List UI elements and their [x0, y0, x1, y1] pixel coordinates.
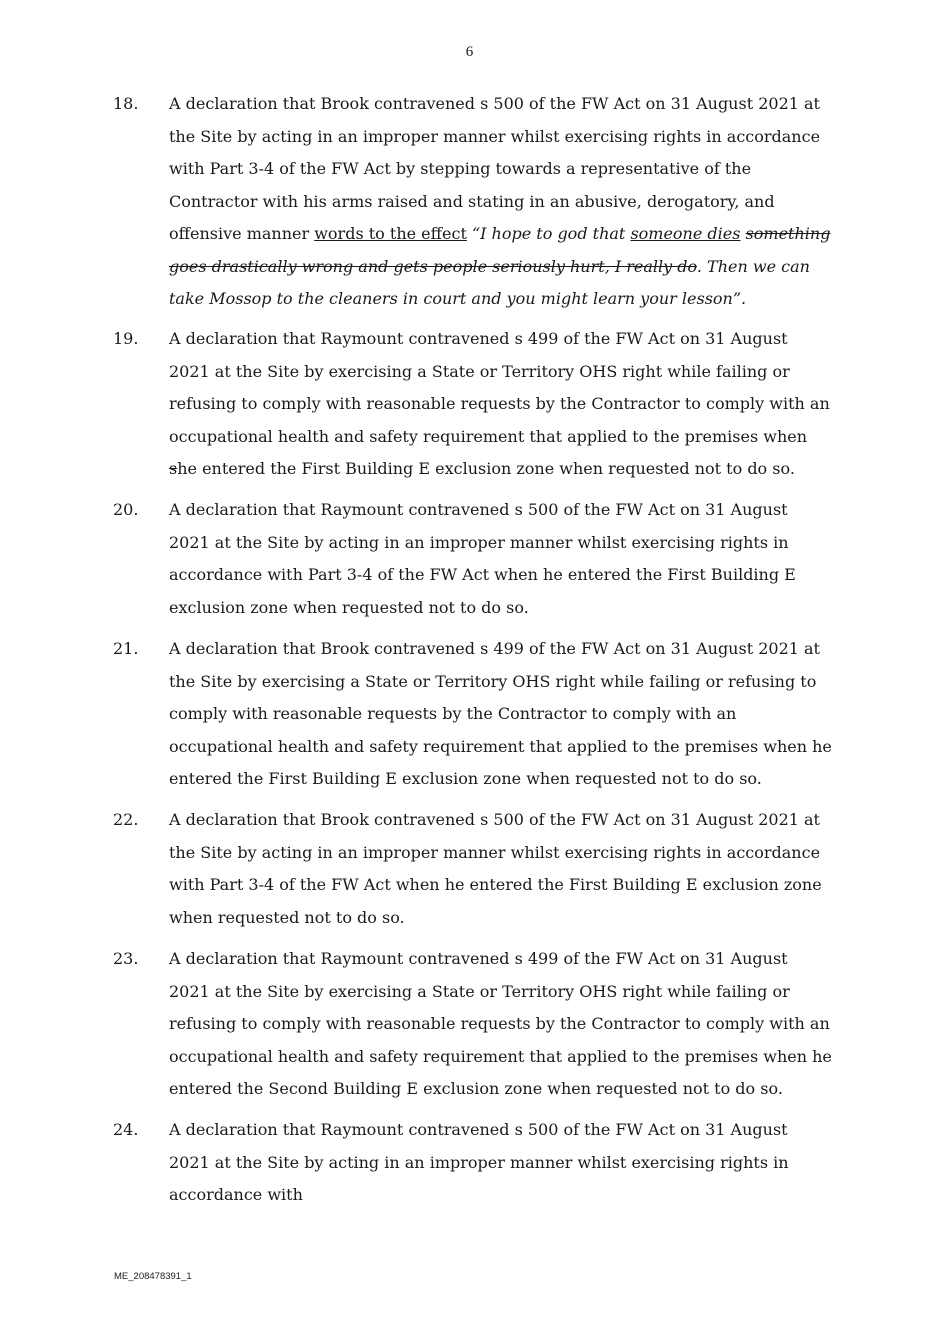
document-id-footer: ME_208478391_1 — [114, 1271, 192, 1282]
text-run: A declaration that Raymount contravened s 499 of the FW Act on 31 August 2021 at the Site by exercising a State or Territory OHS right while failing or refusing to comply with reasonable requests by the Contractor to comply with an occupational health and safety requirement that applied to the premises when — [169, 329, 830, 446]
text-run: A declaration that Raymount contravened s 500 of the FW Act on 31 August 2021 at the Site by acting in an improper manner whilst exercising rights in accordance with Part 3-4 of the FW Act when he entered the First Building E exclusion zone when requested not to do so. — [169, 500, 796, 617]
paragraph-text — [169, 943, 833, 1106]
paragraph-23 — [113, 943, 833, 1106]
text-run: he entered the First Building E exclusion zone when requested not to do so. — [177, 459, 795, 478]
paragraph-18 — [113, 88, 833, 316]
inserted-text: someone dies — [630, 224, 741, 243]
paragraph-number: 22. — [113, 810, 139, 829]
paragraph-text — [169, 804, 833, 934]
paragraph-19 — [113, 323, 833, 486]
paragraph-text — [169, 494, 833, 624]
paragraph-text — [169, 633, 833, 796]
text-run: A declaration that Raymount contravened s 500 of the FW Act on 31 August 2021 at the Site by acting in an improper manner whilst exercising rights in accordance with — [169, 1120, 789, 1204]
text-run: A declaration that Brook contravened s 500 of the FW Act on 31 August 2021 at the Site by acting in an improper manner whilst exercising rights in accordance with Part 3-4 of the FW Act by stepping towards a representative of the Contractor with his arms raised and stating in an abusive, derogatory, and offensive manner — [169, 94, 821, 243]
paragraph-text — [169, 88, 833, 316]
underlined-text: words to the effect — [314, 224, 467, 243]
paragraph-21 — [113, 633, 833, 796]
quote-text: . Then we can take Mossop to the cleaners in court and you might learn your lesson”. — [169, 256, 810, 308]
paragraph-number: 19. — [113, 329, 139, 348]
paragraph-20 — [113, 494, 833, 624]
paragraph-text — [169, 1114, 833, 1212]
text-run: A declaration that Brook contravened s 499 of the FW Act on 31 August 2021 at the Site by exercising a State or Territory OHS right while failing or refusing to comply with reasonable requests by the Contractor to comply with an occupational health and safety requirement that applied to the premises when he entered the First Building E exclusion zone when requested not to do so. — [169, 639, 832, 788]
paragraph-24 — [113, 1114, 833, 1212]
quote-text: “I hope to god that — [471, 224, 631, 243]
deleted-text: s — [169, 459, 178, 478]
page-number: 6 — [465, 44, 474, 60]
paragraph-number: 20. — [113, 500, 139, 519]
paragraph-number: 21. — [113, 639, 139, 658]
text-run: A declaration that Brook contravened s 500 of the FW Act on 31 August 2021 at the Site by acting in an improper manner whilst exercising rights in accordance with Part 3-4 of the FW Act when he entered the First Building E exclusion zone when requested not to do so. — [169, 810, 822, 927]
paragraph-number: 18. — [113, 94, 139, 113]
paragraph-number: 23. — [113, 949, 139, 968]
paragraph-text — [169, 323, 833, 486]
deleted-text: something goes drastically wrong and gets people seriously hurt, I really do — [169, 224, 831, 276]
text-run: A declaration that Raymount contravened s 499 of the FW Act on 31 August 2021 at the Site by exercising a State or Territory OHS right while failing or refusing to comply with reasonable requests by the Contractor to comply with an occupational health and safety requirement that applied to the premises when he entered the Second Building E exclusion zone when requested not to do so. — [169, 949, 832, 1098]
paragraph-22 — [113, 804, 833, 934]
paragraph-number: 24. — [113, 1120, 139, 1139]
